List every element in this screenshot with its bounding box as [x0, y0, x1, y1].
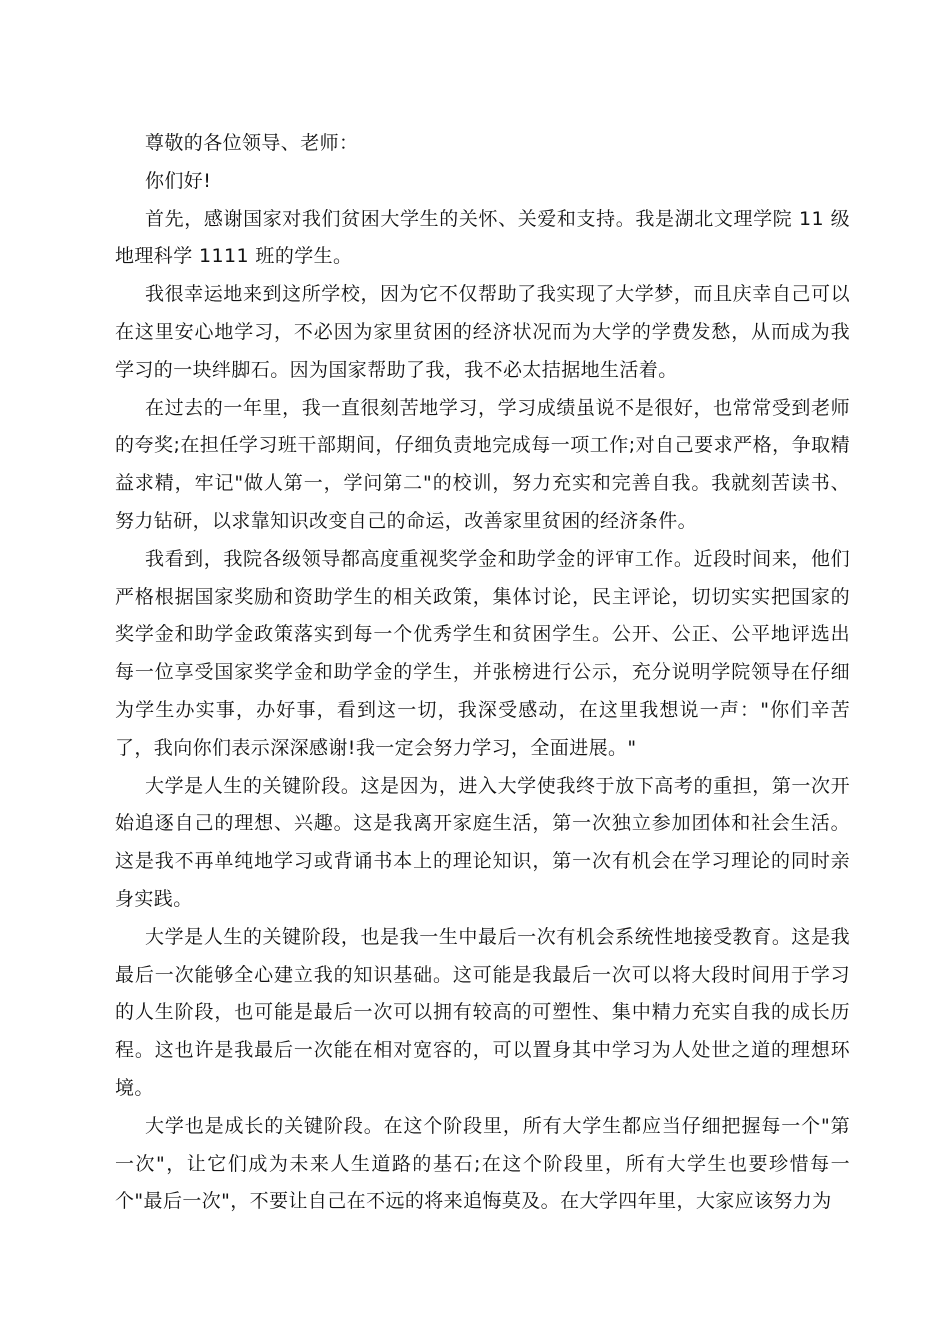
paragraph-3: 在过去的一年里，我一直很刻苦地学习，学习成绩虽说不是很好，也常常受到老师的夸奖;在担任学习班干部期间，仔细负责地完成每一项工作;对自己要求严格，争取精益求精，牢记"做人第一，学问第二"的校训，努力充实和完善自我。我就刻苦读书、努力钻研，以求靠知识改变自己的命运，改善家里贫困的经济条件。: [115, 396, 850, 532]
salutation: 尊敬的各位领导、老师：: [145, 132, 359, 154]
paragraph-5: 大学是人生的关键阶段。这是因为，进入大学使我终于放下高考的重担，第一次开始追逐自己的理想、兴趣。这是我离开家庭生活，第一次独立参加团体和社会生活。这是我不再单纯地学习或背诵书本上的理论知识，第一次有机会在学习理论的同时亲身实践。: [115, 774, 850, 910]
paragraph-4: 我看到，我院各级领导都高度重视奖学金和助学金的评审工作。近段时间来，他们严格根据国家奖励和资助学生的相关政策，集体讨论，民主评论，切切实实把国家的奖学金和助学金政策落实到每一个优秀学生和贫困学生。公开、公正、公平地评选出每一位享受国家奖学金和助学金的学生，并张榜进行公示，充分说明学院领导在仔细为学生办实事，办好事，看到这一切，我深受感动，在这里我想说一声："你们辛苦了，我向你们表示深深感谢!我一定会努力学习，全面进展。": [115, 547, 850, 759]
greeting: 你们好!: [145, 169, 212, 192]
paragraph-6: 大学是人生的关键阶段，也是我一生中最后一次有机会系统性地接受教育。这是我最后一次能够全心建立我的知识基础。这可能是我最后一次可以将大段时间用于学习的人生阶段，也可能是最后一次可以拥有较高的可塑性、集中精力充实自我的成长历程。这也许是我最后一次能在相对宽容的，可以置身其中学习为人处世之道的理想环境。: [115, 925, 850, 1099]
paragraph-1: 首先，感谢国家对我们贫困大学生的关怀、关爱和支持。我是湖北文理学院 11 级地理科学 1111 班的学生。: [115, 207, 850, 268]
paragraph-7: 大学也是成长的关键阶段。在这个阶段里，所有大学生都应当仔细把握每一个"第一次"，让它们成为未来人生道路的基石;在这个阶段里，所有大学生也要珍惜每一个"最后一次"，不要让自己在不远的将来追悔莫及。在大学四年里，大家应该努力为: [115, 1114, 850, 1213]
document-body: [115, 125, 850, 1221]
paragraph-2: 我很幸运地来到这所学校，因为它不仅帮助了我实现了大学梦，而且庆幸自己可以在这里安心地学习，不必因为家里贫困的经济状况而为大学的学费发愁，从而成为我学习的一块绊脚石。因为国家帮助了我，我不必太拮据地生活着。: [115, 283, 850, 381]
